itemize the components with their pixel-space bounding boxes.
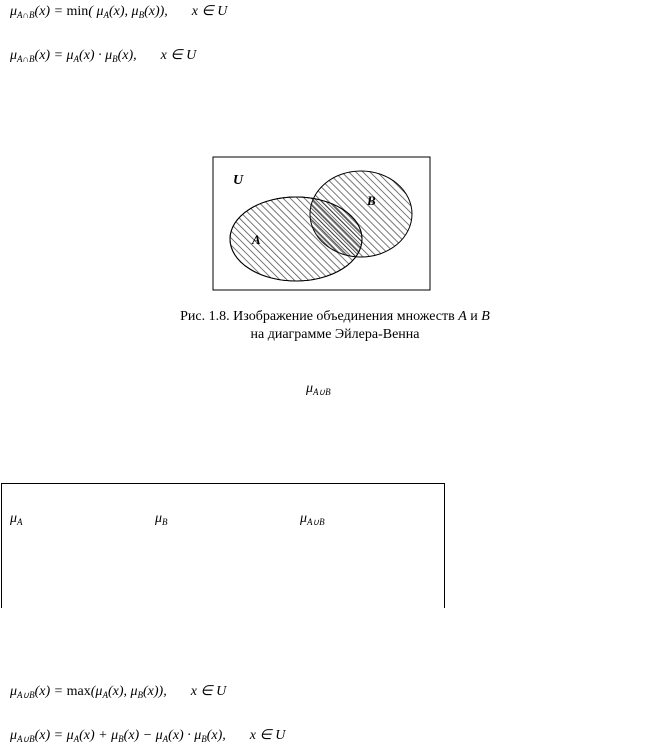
formula-text: (x), μ xyxy=(109,4,139,19)
formula-text: ( μ xyxy=(88,4,104,19)
caption-text: Рис. 1.8. Изображение объединения множеств xyxy=(180,309,459,324)
function-name: min xyxy=(66,4,89,19)
formula-condition: x ∈ U xyxy=(190,684,227,699)
mu-subscript: A xyxy=(103,10,110,20)
formula-text: (x) = μ xyxy=(34,48,74,63)
formula-intersection-product xyxy=(10,47,196,64)
mu-symbol: μ xyxy=(10,511,18,526)
set-b-label: B xyxy=(367,193,376,208)
mu-subscript: B xyxy=(118,734,124,744)
mu-subscript: B xyxy=(201,734,207,744)
mu-subscript: A xyxy=(162,734,169,744)
formula-condition: x ∈ U xyxy=(191,4,228,19)
formula-union-sum xyxy=(10,727,285,745)
mu-symbol: μ xyxy=(10,684,18,699)
formula-intersection-min xyxy=(10,3,227,20)
formula-text: (x) = xyxy=(34,4,67,19)
mu-symbol: μ xyxy=(10,48,18,63)
function-name: max xyxy=(66,684,91,699)
universe-label: U xyxy=(233,173,244,188)
mu-symbol: μ xyxy=(155,511,163,526)
mu-subscript: A∪B xyxy=(313,387,331,397)
mu-subscript: A xyxy=(102,690,108,700)
formula-text: (x), μ xyxy=(107,684,138,699)
formula-text: (x) = xyxy=(34,684,67,699)
mu-subscript: A∪B xyxy=(307,517,325,527)
formula-text: (x) + μ xyxy=(79,728,119,743)
mu-subscript: B xyxy=(138,10,145,20)
mu-subscript: A∪B xyxy=(17,690,35,700)
graph-frame xyxy=(1,483,445,608)
caption-set-a: A xyxy=(458,309,467,324)
formula-text: (x), xyxy=(117,48,137,63)
formula-condition: x ∈ U xyxy=(249,728,286,743)
formula-union-max xyxy=(10,683,226,701)
mu-subscript: A xyxy=(73,54,80,64)
figure-caption-line2: на диаграмме Эйлера-Венна xyxy=(250,327,420,342)
mu-subscript: A∩B xyxy=(17,10,35,20)
graph-label-mu-a xyxy=(10,511,23,527)
formula-text: (x) − μ xyxy=(123,728,163,743)
mu-subscript: B xyxy=(112,54,118,64)
set-a-label: A xyxy=(252,232,261,247)
formula-text: (x)), xyxy=(143,684,167,699)
caption-set-b: B xyxy=(481,309,490,324)
mu-symbol: μ xyxy=(10,4,18,19)
formula-text: (x) · μ xyxy=(79,48,113,63)
mu-symbol: μ xyxy=(300,511,308,526)
venn-diagram xyxy=(212,156,432,292)
mu-subscript: A∩B xyxy=(17,54,35,64)
formula-text: (x) · μ xyxy=(168,728,202,743)
formula-condition: x ∈ U xyxy=(160,48,197,63)
mu-subscript: A∪B xyxy=(17,734,35,744)
mu-union-symbol xyxy=(306,381,331,398)
figure-caption xyxy=(100,309,570,325)
graph-label-mu-b xyxy=(155,511,168,527)
mu-subscript: A xyxy=(73,734,80,744)
formula-text: (x)), xyxy=(144,4,168,19)
formula-text: (μ xyxy=(90,684,103,699)
graph-label-mu-union xyxy=(300,511,325,528)
caption-text: и xyxy=(466,309,482,324)
mu-symbol: μ xyxy=(10,728,18,743)
mu-subscript: B xyxy=(162,517,168,527)
formula-text: (x) = μ xyxy=(34,728,74,743)
mu-symbol: μ xyxy=(306,381,314,396)
formula-text: (x), xyxy=(206,728,226,743)
mu-subscript: B xyxy=(137,690,144,700)
mu-subscript: A xyxy=(17,517,23,527)
